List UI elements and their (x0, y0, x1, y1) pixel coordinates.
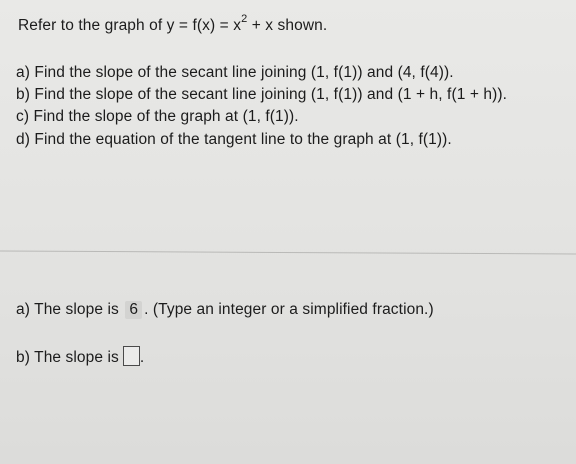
answer-b-input[interactable] (123, 346, 140, 366)
answer-label: b) (16, 349, 30, 366)
question-label: b) (16, 86, 30, 103)
question-text: Find the equation of the tangent line to the graph at (1, f(1)). (34, 131, 452, 148)
question-text: Find the slope of the secant line joining (1, f(1)) and (4, f(4)). (34, 64, 454, 81)
question-label: c) (16, 108, 30, 125)
answer-prefix: The slope is (34, 349, 119, 366)
answer-a (16, 301, 434, 319)
section-divider (0, 250, 576, 254)
question-text: Find the slope of the secant line joining (1, f(1)) and (1 + h, f(1 + h)). (34, 86, 508, 103)
answer-label: a) (16, 301, 30, 318)
answer-suffix: . (Type an integer or a simplified fraction.) (144, 301, 434, 318)
answer-a-value[interactable]: 6 (125, 301, 142, 319)
answer-prefix: The slope is (34, 301, 119, 318)
question-text: Find the slope of the graph at (1, f(1)). (33, 108, 299, 125)
question-label: a) (16, 64, 30, 81)
question-b (16, 86, 507, 104)
question-d (16, 131, 452, 149)
answer-suffix: . (139, 349, 145, 366)
exponent: 2 (241, 13, 248, 25)
answer-b (16, 346, 144, 367)
intro-text-end: + x shown. (247, 17, 328, 34)
question-label: d) (16, 131, 30, 148)
problem-intro (18, 13, 328, 35)
question-a (16, 64, 454, 82)
intro-text: Refer to the graph of y = f(x) = x (18, 17, 242, 34)
question-c (16, 108, 299, 126)
